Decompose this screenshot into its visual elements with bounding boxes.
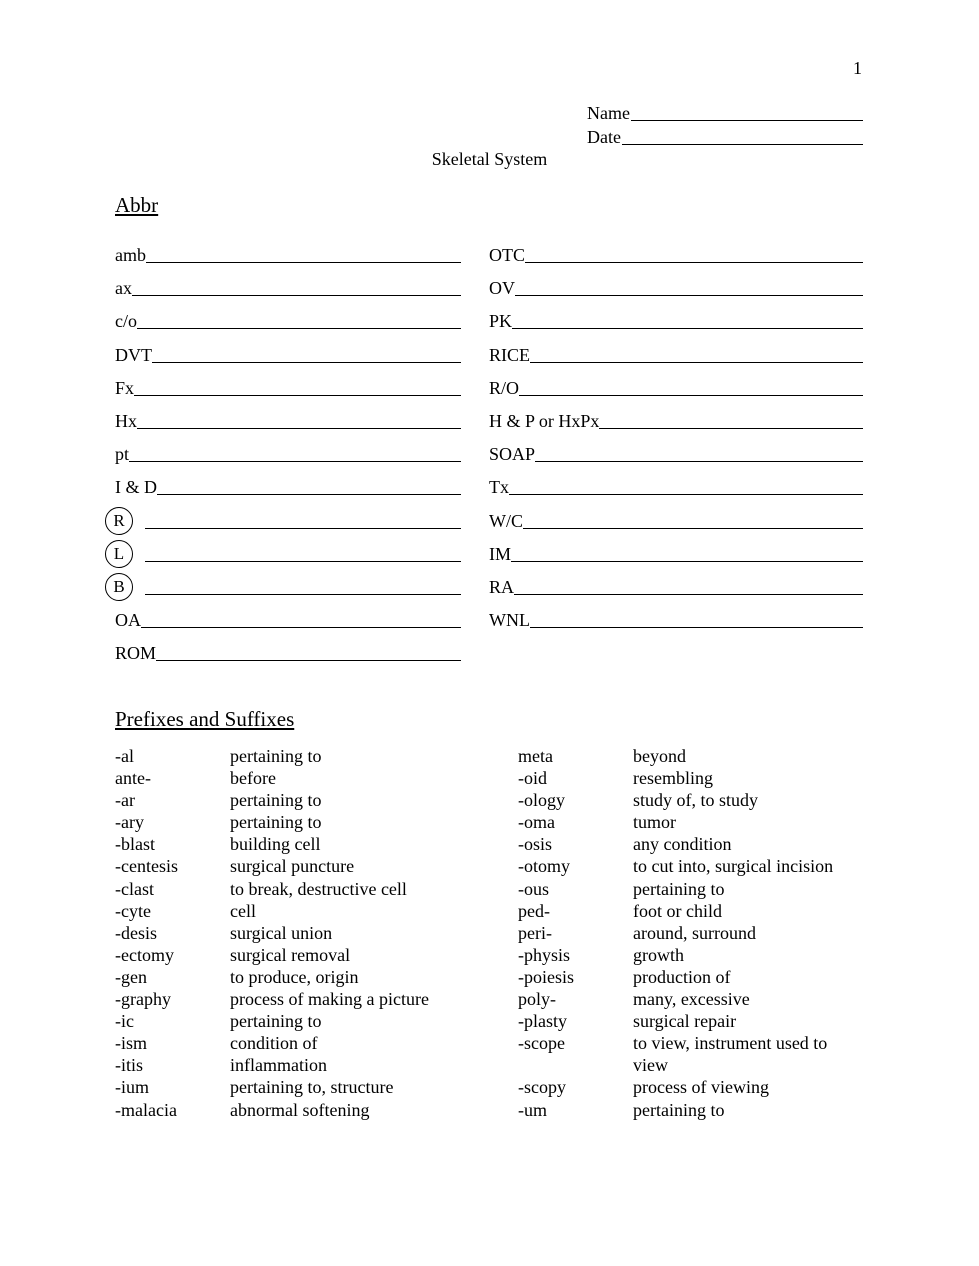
prefix-term: -otomy (518, 856, 570, 877)
abbr-line-left[interactable] (115, 474, 461, 498)
prefix-term: peri- (518, 922, 552, 943)
prefix-definition: pertaining to (230, 790, 322, 811)
answer-blank[interactable] (511, 545, 863, 562)
prefix-row (115, 855, 429, 877)
abbr-line-left[interactable] (115, 441, 461, 465)
prefix-definition: inflammation (230, 1055, 327, 1076)
abbr-label: pt (115, 444, 130, 465)
abbr-line-left[interactable] (115, 508, 461, 532)
prefix-term: -scopy (518, 1077, 566, 1098)
abbr-label: IM (489, 543, 511, 564)
prefix-row (518, 1099, 853, 1121)
abbr-label: ROM (115, 643, 157, 664)
prefix-definition: to produce, origin (230, 966, 359, 987)
prefix-definition: pertaining to (633, 878, 725, 899)
prefix-definition: to break, destructive cell (230, 878, 407, 899)
prefix-row (518, 789, 853, 811)
prefix-row (115, 1010, 429, 1032)
abbr-line-right[interactable] (489, 574, 863, 598)
prefix-term: -ism (115, 1033, 148, 1054)
answer-blank[interactable] (512, 312, 863, 329)
prefix-row (115, 789, 429, 811)
abbr-line-right[interactable] (489, 375, 863, 399)
answer-blank[interactable] (132, 279, 461, 296)
prefix-term: -malacia (115, 1099, 177, 1120)
prefix-term: -ology (518, 790, 565, 811)
prefix-definition: to view, instrument used to view (633, 1033, 828, 1076)
answer-blank[interactable] (137, 312, 461, 329)
answer-blank[interactable] (152, 346, 461, 363)
prefix-definition: condition of (230, 1033, 318, 1054)
prefix-term: ante- (115, 768, 151, 789)
prefix-definition: production of (633, 966, 731, 987)
prefix-row (115, 745, 429, 767)
prefix-row (518, 966, 853, 988)
prefix-row (115, 922, 429, 944)
prefix-term: -al (115, 746, 134, 766)
prefix-definition: surgical union (230, 922, 333, 943)
answer-blank[interactable] (146, 246, 461, 263)
abbr-label: DVT (115, 344, 152, 365)
answer-blank[interactable] (519, 379, 863, 396)
date-blank[interactable] (622, 128, 863, 145)
prefix-term: -oma (518, 812, 555, 833)
abbr-line-left[interactable] (115, 342, 461, 366)
date-label: Date (587, 127, 621, 147)
name-blank[interactable] (631, 104, 863, 121)
prefix-row (115, 988, 429, 1010)
prefix-row (518, 833, 853, 855)
name-label: Name (587, 103, 630, 123)
prefix-definition: pertaining to (230, 1011, 322, 1032)
abbr-label: OA (115, 610, 141, 631)
answer-blank[interactable] (129, 445, 461, 462)
answer-blank[interactable] (134, 379, 461, 396)
abbr-line-right[interactable] (489, 242, 863, 266)
prefix-definition: process of viewing (633, 1077, 769, 1098)
prefix-row (115, 944, 429, 966)
answer-blank[interactable] (525, 246, 863, 263)
prefix-definition: pertaining to, structure (230, 1077, 394, 1098)
prefix-row (115, 767, 429, 789)
prefix-table-left (115, 745, 429, 1121)
prefix-row (518, 922, 853, 944)
prefix-definition: before (230, 768, 276, 789)
prefixes-heading: Prefixes and Suffixes (115, 707, 295, 731)
abbr-line-left[interactable] (115, 375, 461, 399)
prefix-definition: surgical removal (230, 944, 351, 965)
abbr-line-left[interactable] (115, 640, 461, 664)
abbr-line-left[interactable] (115, 574, 461, 598)
prefix-row (115, 1054, 429, 1076)
abbr-label: PK (489, 311, 513, 332)
prefix-term: -gen (115, 966, 147, 987)
prefix-definition: growth (633, 944, 684, 965)
prefix-term: -scope (518, 1033, 565, 1054)
page-title: Skeletal System (431, 149, 548, 169)
prefix-row (518, 811, 853, 833)
prefix-row (518, 1076, 853, 1098)
abbr-line-right[interactable] (489, 408, 863, 432)
answer-blank[interactable] (145, 578, 461, 595)
prefix-term: -centesis (115, 856, 178, 877)
abbr-heading: Abbr (115, 193, 159, 217)
abbr-line-right[interactable] (489, 342, 863, 366)
abbr-label: amb (115, 245, 146, 265)
prefix-row (518, 878, 853, 900)
answer-blank[interactable] (530, 611, 863, 628)
abbr-label: RICE (489, 344, 531, 365)
answer-blank[interactable] (137, 412, 461, 429)
answer-blank[interactable] (156, 644, 461, 661)
prefix-term: -ium (115, 1077, 149, 1098)
prefix-row (518, 767, 853, 789)
prefix-term: -physis (518, 944, 571, 965)
abbr-label: Tx (489, 477, 509, 498)
prefix-row (115, 1076, 429, 1098)
prefix-definition: around, surround (633, 922, 756, 943)
answer-blank[interactable] (599, 412, 863, 429)
prefix-definition: tumor (633, 812, 676, 833)
prefix-row (518, 745, 853, 767)
abbr-label: WNL (489, 610, 530, 631)
prefix-definition: surgical repair (633, 1011, 737, 1032)
prefix-definition: many, excessive (633, 989, 750, 1010)
prefix-definition: pertaining to (230, 746, 322, 766)
prefix-term: -plasty (518, 1011, 567, 1032)
prefix-definition: pertaining to (633, 1099, 725, 1120)
abbr-label: OV (489, 278, 515, 299)
abbr-line-right[interactable] (489, 607, 863, 631)
prefix-row (115, 878, 429, 900)
answer-blank[interactable] (509, 478, 863, 495)
abbr-line-left[interactable] (115, 308, 461, 332)
abbr-label: RA (489, 577, 515, 597)
prefix-term: -oid (518, 768, 547, 789)
circled-abbr: R (105, 507, 133, 535)
prefix-term: -um (518, 1099, 547, 1120)
abbr-label: Hx (115, 411, 137, 431)
prefix-term: ped- (518, 900, 550, 921)
name-field[interactable] (587, 103, 863, 124)
abbr-line-right[interactable] (489, 275, 863, 299)
abbr-line-right[interactable] (489, 474, 863, 498)
abbr-label: W/C (489, 510, 523, 531)
prefix-term: -ic (115, 1011, 134, 1032)
abbr-line-right[interactable] (489, 508, 863, 532)
answer-blank[interactable] (157, 478, 461, 495)
prefix-term: -blast (115, 834, 155, 855)
prefix-definition: any condition (633, 834, 732, 855)
prefix-definition: beyond (633, 746, 686, 766)
prefix-row (518, 944, 853, 966)
abbr-line-left[interactable] (115, 541, 461, 565)
abbr-line-right[interactable] (489, 308, 863, 332)
prefix-term: -itis (115, 1055, 144, 1076)
prefix-row (115, 900, 429, 922)
answer-blank[interactable] (523, 512, 863, 529)
answer-blank[interactable] (145, 545, 461, 562)
prefix-row (518, 988, 853, 1010)
prefix-definition: pertaining to (230, 812, 322, 833)
prefix-row (518, 1010, 853, 1032)
abbr-label: Fx (115, 377, 135, 398)
answer-blank[interactable] (515, 279, 863, 296)
prefix-term: -ous (518, 878, 549, 899)
prefix-table-right (518, 745, 853, 1121)
answer-blank[interactable] (530, 346, 863, 363)
answer-blank[interactable] (535, 445, 863, 462)
prefix-row (115, 833, 429, 855)
date-field[interactable] (587, 127, 863, 148)
abbr-line-left[interactable] (115, 607, 461, 631)
prefix-term: -cyte (115, 900, 151, 921)
prefix-term: -ary (115, 812, 144, 833)
prefix-row (518, 900, 853, 922)
circled-abbr: L (105, 540, 133, 568)
circled-abbr: B (105, 573, 133, 601)
prefix-row (115, 811, 429, 833)
prefix-term: -desis (115, 922, 157, 943)
prefix-term: -ar (115, 790, 135, 811)
abbr-line-right[interactable] (489, 441, 863, 465)
prefix-definition: building cell (230, 834, 321, 855)
abbr-line-left[interactable] (115, 242, 461, 266)
prefix-row (115, 1099, 429, 1121)
prefix-row (115, 1032, 429, 1054)
answer-blank[interactable] (145, 512, 461, 529)
prefix-definition: resembling (633, 768, 713, 789)
abbr-label: I & D (115, 477, 157, 498)
prefix-row (518, 855, 853, 877)
prefix-definition: to cut into, surgical incision (633, 856, 834, 877)
abbr-label: R/O (489, 377, 520, 398)
answer-blank[interactable] (514, 578, 863, 595)
prefix-row (115, 966, 429, 988)
prefix-definition: surgical puncture (230, 856, 355, 877)
prefix-term: -ectomy (115, 944, 174, 965)
abbr-label: SOAP (489, 444, 536, 465)
prefix-definition: cell (230, 900, 256, 921)
abbr-line-left[interactable] (115, 275, 461, 299)
prefix-definition: study of, to study (633, 790, 759, 811)
answer-blank[interactable] (141, 611, 461, 628)
abbr-label: OTC (489, 245, 525, 265)
prefix-term: -clast (115, 878, 154, 899)
page-number: 1 (853, 58, 862, 78)
prefix-term: -poiesis (518, 966, 574, 987)
prefix-definition: process of making a picture (230, 989, 429, 1010)
abbr-line-right[interactable] (489, 541, 863, 565)
prefix-definition: foot or child (633, 900, 722, 921)
prefix-term: -graphy (115, 989, 171, 1010)
prefix-term: -osis (518, 834, 553, 855)
abbr-line-left[interactable] (115, 408, 461, 432)
prefix-term: meta (518, 746, 553, 766)
prefix-term: poly- (518, 989, 556, 1010)
prefix-definition: abnormal softening (230, 1099, 370, 1120)
abbr-label: H & P or HxPx (489, 411, 600, 431)
abbr-label: ax (115, 278, 132, 299)
abbr-label: c/o (115, 311, 137, 332)
prefix-row (518, 1032, 853, 1076)
